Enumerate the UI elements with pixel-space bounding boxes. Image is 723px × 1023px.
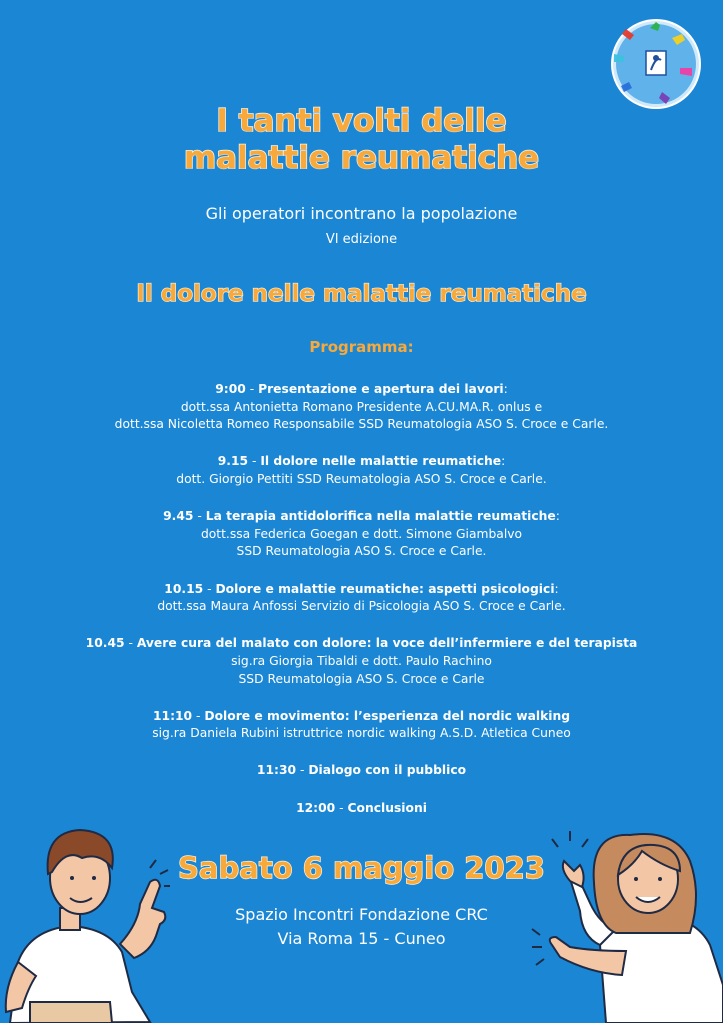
agenda-separator: - — [248, 454, 261, 469]
agenda-list — [0, 381, 723, 837]
agenda-time: 9:00 — [215, 382, 246, 396]
agenda-item-heading — [0, 635, 723, 653]
agenda-time: 11:10 — [152, 708, 193, 723]
agenda-title: Dialogo con il pubblico — [308, 763, 467, 778]
man-thumbs-up-illustration-icon — [0, 812, 170, 1023]
title-line-1: I tanti volti delle — [216, 103, 507, 139]
agenda-title: Avere cura del malato con dolore: la voce dell’infermiere e del terapista — [136, 636, 638, 651]
agenda-title: Dolore e malattie reumatiche: aspetti psicologici — [215, 581, 555, 596]
agenda-speaker-line: dott.ssa Federica Goegan e dott. Simone Giambalvo — [200, 526, 523, 541]
agenda-item — [0, 708, 723, 743]
agenda-time: 10.45 — [85, 636, 125, 651]
agenda-speaker-line: sig.ra Giorgia Tibaldi e dott. Paulo Rachino — [231, 653, 492, 668]
agenda-title: Dolore e movimento: l’esperienza del nordic walking — [204, 708, 571, 723]
agenda-time: 12:00 — [296, 800, 336, 815]
event-series-title — [0, 103, 723, 177]
agenda-time: 9.45 — [163, 509, 194, 524]
edition: VI edizione — [325, 232, 398, 247]
agenda-item-heading — [0, 381, 723, 399]
event-date: Sabato 6 maggio 2023 — [178, 851, 545, 885]
agenda-title: Presentazione e apertura dei lavori — [258, 382, 504, 396]
agenda-speaker-line: dott.ssa Antonietta Romano Presidente A.CU.MA.R. onlus e — [180, 399, 543, 414]
agenda-title: Il dolore nelle malattie reumatiche — [260, 454, 502, 469]
agenda-colon: : — [554, 581, 559, 596]
topic-title: Il dolore nelle malattie reumatiche — [136, 281, 587, 307]
subtitle: Gli operatori incontrano la popolazione — [205, 204, 518, 223]
agenda-item-heading — [0, 762, 723, 780]
woman-pointing-illustration-icon — [530, 825, 723, 1023]
agenda-item-heading — [0, 508, 723, 526]
agenda-speaker-line: dott.ssa Maura Anfossi Servizio di Psicologia ASO S. Croce e Carle. — [157, 599, 566, 614]
agenda-separator: - — [192, 708, 205, 723]
agenda-colon: : — [503, 382, 508, 396]
agenda-item — [0, 508, 723, 561]
agenda-speaker-line: sig.ra Daniela Rubini istruttrice nordic walking A.S.D. Atletica Cuneo — [152, 726, 571, 741]
agenda-time: 10.15 — [164, 581, 204, 596]
agenda-item-heading — [0, 453, 723, 471]
agenda-separator: - — [245, 382, 259, 396]
agenda-item — [0, 453, 723, 488]
agenda-time: 9.15 — [217, 454, 249, 469]
agenda-colon: : — [501, 454, 506, 469]
agenda-separator: - — [335, 800, 348, 815]
agenda-time: 11:30 — [256, 763, 297, 778]
agenda-item-heading — [0, 708, 723, 726]
agenda-item — [0, 635, 723, 688]
program-heading: Programma: — [309, 338, 414, 356]
agenda-separator: - — [203, 581, 216, 596]
agenda-item — [0, 581, 723, 616]
agenda-speaker-line: dott. Giorgio Pettiti SSD Reumatologia ASO S. Croce e Carle. — [176, 471, 547, 486]
agenda-separator: - — [193, 509, 206, 524]
agenda-colon: : — [555, 509, 560, 524]
agenda-item-heading — [0, 581, 723, 599]
agenda-title: La terapia antidolorifica nella malattie reumatiche — [205, 509, 556, 524]
venue-line-2: Via Roma 15 - Cuneo — [277, 929, 446, 948]
association-hands-logo-icon — [610, 18, 702, 110]
agenda-speaker-line: SSD Reumatologia ASO S. Croce e Carle. — [236, 544, 487, 559]
venue-line-1: Spazio Incontri Fondazione CRC — [235, 905, 488, 924]
agenda-item — [0, 762, 723, 780]
agenda-item — [0, 381, 723, 434]
title-line-2: malattie reumatiche — [183, 140, 540, 176]
agenda-separator: - — [124, 636, 137, 651]
agenda-speaker-line: SSD Reumatologia ASO S. Croce e Carle — [238, 671, 485, 686]
agenda-speaker-line: dott.ssa Nicoletta Romeo Responsabile SSD Reumatologia ASO S. Croce e Carle. — [114, 417, 609, 432]
agenda-separator: - — [296, 763, 309, 778]
agenda-title: Conclusioni — [347, 800, 427, 815]
